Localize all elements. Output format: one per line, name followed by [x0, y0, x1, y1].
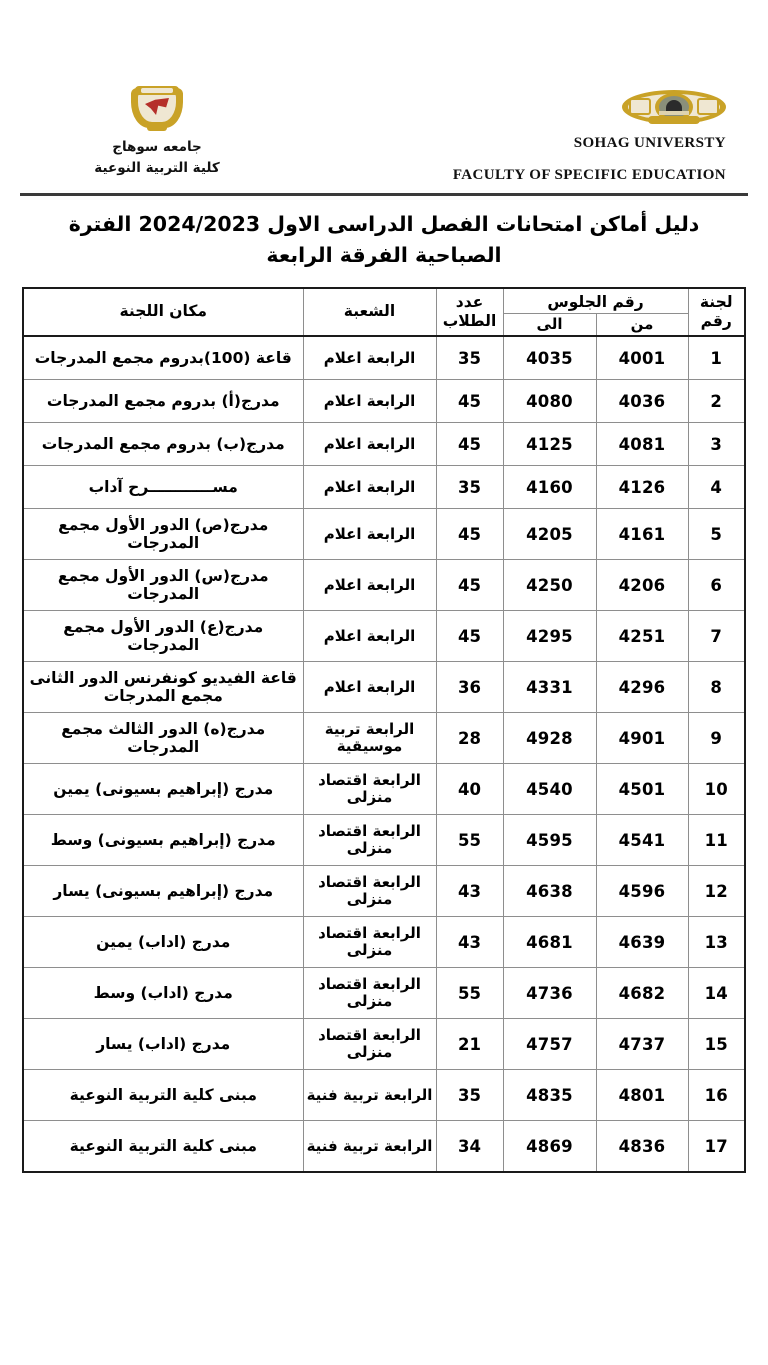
cell-seat-from: 4251 — [596, 611, 688, 662]
cell-seat-from: 4801 — [596, 1070, 688, 1121]
table-header-row-1 — [23, 288, 745, 314]
table-row — [23, 423, 745, 466]
cell-student-count: 35 — [436, 336, 503, 380]
cell-committee-no: 3 — [688, 423, 745, 466]
table-row — [23, 560, 745, 611]
table-row — [23, 336, 745, 380]
table-header — [23, 288, 745, 337]
cell-seat-to: 4295 — [503, 611, 596, 662]
university-name-english: SOHAG UNIVERSTY — [573, 135, 726, 151]
cell-place: مدرج(أ) بدروم مجمع المدرجات — [23, 380, 303, 423]
letterhead — [0, 0, 768, 184]
table-row — [23, 968, 745, 1019]
table-row — [23, 662, 745, 713]
cell-place: مدرج(ه) الدور الثالث مجمع المدرجات — [23, 713, 303, 764]
cell-section: الرابعة اعلام — [303, 509, 436, 560]
cell-seat-from: 4541 — [596, 815, 688, 866]
letterhead-arabic-block — [42, 86, 272, 179]
table-row — [23, 815, 745, 866]
cell-seat-to: 4331 — [503, 662, 596, 713]
cell-student-count: 28 — [436, 713, 503, 764]
cell-committee-no: 15 — [688, 1019, 745, 1070]
cell-seat-to: 4595 — [503, 815, 596, 866]
cell-seat-from: 4001 — [596, 336, 688, 380]
faculty-name-english: FACULTY OF SPECIFIC EDUCATION — [452, 167, 726, 183]
cell-seat-from: 4081 — [596, 423, 688, 466]
cell-student-count: 45 — [436, 380, 503, 423]
letterhead-english-block — [396, 86, 726, 184]
cell-section: الرابعة اعلام — [303, 336, 436, 380]
cell-committee-no: 2 — [688, 380, 745, 423]
cell-place: مبنى كلية التربية النوعية — [23, 1070, 303, 1121]
cell-section: الرابعة اقتصاد منزلى — [303, 917, 436, 968]
cell-seat-to: 4736 — [503, 968, 596, 1019]
cell-place: مدرج (اداب) وسط — [23, 968, 303, 1019]
cell-committee-no: 16 — [688, 1070, 745, 1121]
cell-section: الرابعة اعلام — [303, 466, 436, 509]
table-row — [23, 1121, 745, 1173]
cell-place: مدرج (اداب) يسار — [23, 1019, 303, 1070]
page-title: دليل أماكن امتحانات الفصل الدراسى الاول 2024/2023 الفترة الصباحية الفرقة الرابعة — [68, 212, 700, 267]
cell-seat-to: 4757 — [503, 1019, 596, 1070]
column-header-seat-from: من — [596, 314, 688, 337]
table-row — [23, 1070, 745, 1121]
exam-venues-table-wrapper — [22, 287, 746, 1174]
cell-seat-to: 4928 — [503, 713, 596, 764]
cell-seat-to: 4250 — [503, 560, 596, 611]
cell-place: مدرج (إبراهيم بسيونى) يسار — [23, 866, 303, 917]
column-header-section: الشعبة — [303, 288, 436, 337]
cell-seat-from: 4737 — [596, 1019, 688, 1070]
table-row — [23, 466, 745, 509]
cell-student-count: 35 — [436, 1070, 503, 1121]
cell-seat-to: 4681 — [503, 917, 596, 968]
column-header-committee-no: لجنة رقم — [688, 288, 745, 337]
cell-seat-to: 4869 — [503, 1121, 596, 1173]
cell-committee-no: 5 — [688, 509, 745, 560]
cell-place: مدرج (إبراهيم بسيونى) وسط — [23, 815, 303, 866]
cell-seat-from: 4901 — [596, 713, 688, 764]
cell-student-count: 55 — [436, 968, 503, 1019]
cell-section: الرابعة اقتصاد منزلى — [303, 968, 436, 1019]
cell-seat-to: 4160 — [503, 466, 596, 509]
cell-seat-to: 4638 — [503, 866, 596, 917]
table-row — [23, 917, 745, 968]
cell-seat-from: 4296 — [596, 662, 688, 713]
table-row — [23, 866, 745, 917]
cell-place: مدرج (اداب) يمين — [23, 917, 303, 968]
cell-committee-no: 12 — [688, 866, 745, 917]
cell-seat-to: 4205 — [503, 509, 596, 560]
column-header-seat-to: الى — [503, 314, 596, 337]
cell-seat-from: 4639 — [596, 917, 688, 968]
column-header-place: مكان اللجنة — [23, 288, 303, 337]
cell-seat-from: 4161 — [596, 509, 688, 560]
cell-committee-no: 9 — [688, 713, 745, 764]
cell-committee-no: 17 — [688, 1121, 745, 1173]
cell-student-count: 45 — [436, 509, 503, 560]
cell-seat-from: 4036 — [596, 380, 688, 423]
table-row — [23, 611, 745, 662]
cell-student-count: 21 — [436, 1019, 503, 1070]
column-header-student-count: عدد الطلاب — [436, 288, 503, 337]
cell-student-count: 45 — [436, 423, 503, 466]
cell-seat-to: 4125 — [503, 423, 596, 466]
cell-student-count: 36 — [436, 662, 503, 713]
cell-student-count: 43 — [436, 866, 503, 917]
exam-venues-table — [22, 287, 746, 1174]
cell-place: قاعة الفيديو كونفرنس الدور الثانى مجمع المدرجات — [23, 662, 303, 713]
table-row — [23, 713, 745, 764]
cell-committee-no: 13 — [688, 917, 745, 968]
cell-seat-from: 4682 — [596, 968, 688, 1019]
cell-seat-from: 4501 — [596, 764, 688, 815]
cell-section: الرابعة اقتصاد منزلى — [303, 764, 436, 815]
cell-student-count: 40 — [436, 764, 503, 815]
cell-section: الرابعة اعلام — [303, 611, 436, 662]
cell-committee-no: 14 — [688, 968, 745, 1019]
sohag-university-crest-emblem-icon — [622, 86, 726, 128]
cell-place: مدرج(ص) الدور الأول مجمع المدرجات — [23, 509, 303, 560]
header-divider — [20, 193, 748, 196]
cell-committee-no: 1 — [688, 336, 745, 380]
cell-place: مســــــــــــرح آداب — [23, 466, 303, 509]
cell-seat-from: 4126 — [596, 466, 688, 509]
cell-section: الرابعة اعلام — [303, 380, 436, 423]
cell-student-count: 34 — [436, 1121, 503, 1173]
cell-seat-to: 4080 — [503, 380, 596, 423]
cell-committee-no: 7 — [688, 611, 745, 662]
cell-place: مدرج(ع) الدور الأول مجمع المدرجات — [23, 611, 303, 662]
cell-section: الرابعة تربية موسيقية — [303, 713, 436, 764]
cell-section: الرابعة اقتصاد منزلى — [303, 866, 436, 917]
column-header-seat-number: رقم الجلوس — [503, 288, 688, 314]
cell-seat-to: 4540 — [503, 764, 596, 815]
cell-committee-no: 10 — [688, 764, 745, 815]
cell-place: مبنى كلية التربية النوعية — [23, 1121, 303, 1173]
cell-section: الرابعة اقتصاد منزلى — [303, 815, 436, 866]
cell-seat-to: 4035 — [503, 336, 596, 380]
table-row — [23, 380, 745, 423]
cell-place: مدرج(ب) بدروم مجمع المدرجات — [23, 423, 303, 466]
table-row — [23, 509, 745, 560]
cell-committee-no: 4 — [688, 466, 745, 509]
cell-section: الرابعة تربية فنية — [303, 1121, 436, 1173]
cell-place: قاعة (100)بدروم مجمع المدرجات — [23, 336, 303, 380]
university-name-arabic: جامعه سوهاج — [112, 139, 202, 155]
cell-section: الرابعة تربية فنية — [303, 1070, 436, 1121]
faculty-name-arabic: كلية التربية النوعية — [94, 159, 220, 176]
cell-committee-no: 11 — [688, 815, 745, 866]
cell-seat-from: 4836 — [596, 1121, 688, 1173]
cell-committee-no: 8 — [688, 662, 745, 713]
cell-student-count: 45 — [436, 560, 503, 611]
table-body — [23, 336, 745, 1172]
sohag-university-shield-emblem-icon — [131, 86, 183, 132]
cell-section: الرابعة اقتصاد منزلى — [303, 1019, 436, 1070]
cell-seat-from: 4206 — [596, 560, 688, 611]
cell-seat-to: 4835 — [503, 1070, 596, 1121]
table-row — [23, 764, 745, 815]
table-row — [23, 1019, 745, 1070]
cell-committee-no: 6 — [688, 560, 745, 611]
cell-section: الرابعة اعلام — [303, 423, 436, 466]
cell-student-count: 35 — [436, 466, 503, 509]
cell-place: مدرج(س) الدور الأول مجمع المدرجات — [23, 560, 303, 611]
cell-student-count: 43 — [436, 917, 503, 968]
cell-place: مدرج (إبراهيم بسيونى) يمين — [23, 764, 303, 815]
cell-student-count: 55 — [436, 815, 503, 866]
cell-seat-from: 4596 — [596, 866, 688, 917]
cell-student-count: 45 — [436, 611, 503, 662]
cell-section: الرابعة اعلام — [303, 560, 436, 611]
cell-section: الرابعة اعلام — [303, 662, 436, 713]
